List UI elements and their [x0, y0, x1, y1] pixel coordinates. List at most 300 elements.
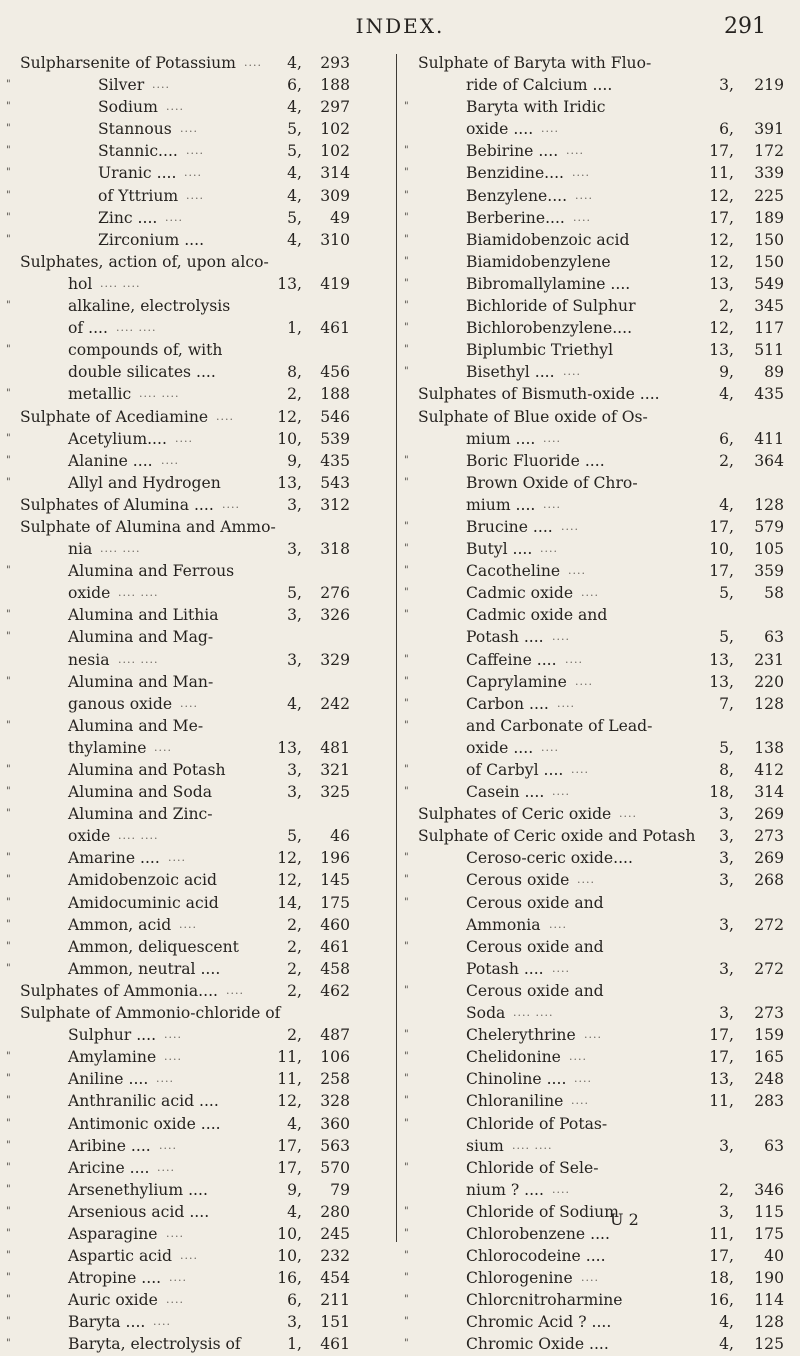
index-entry — [404, 1333, 790, 1355]
entry-term: ride of Calcium .... — [466, 76, 613, 95]
entry-term: Sodium — [98, 98, 158, 117]
leader-dots: .... — [569, 1050, 587, 1064]
entry-term: Amarine .... — [68, 849, 160, 868]
entry-page: 269 — [754, 805, 784, 824]
entry-page: 117 — [754, 319, 784, 338]
entry-page: 345 — [754, 297, 784, 316]
entry-term: Chloride of Sele- — [466, 1158, 599, 1177]
entry-term: Sulphates of Bismuth-oxide .... — [418, 385, 660, 404]
leader-dots: .... — [216, 409, 234, 423]
index-entry — [6, 383, 392, 405]
entry-term: Potash .... — [466, 628, 544, 647]
entry-page: 128 — [754, 1313, 784, 1332]
entry-term: Aribine .... — [68, 1136, 151, 1155]
index-entry — [404, 936, 790, 958]
entry-volume: 13, — [709, 672, 734, 691]
entry-page: 128 — [754, 495, 784, 514]
index-entry — [6, 1113, 392, 1135]
entry-volume: 16, — [277, 1269, 302, 1288]
index-entry — [6, 693, 392, 715]
entry-term: hol — [68, 274, 93, 293]
entry-page: 321 — [320, 761, 350, 779]
index-entry — [404, 693, 790, 715]
index-entry — [6, 74, 392, 96]
entry-volume: 4, — [287, 1114, 302, 1133]
entry-volume: 3, — [287, 1313, 302, 1332]
column-divider — [396, 54, 397, 1242]
leader-dots: .... — [552, 961, 570, 975]
index-entry — [404, 494, 790, 516]
index-entry — [6, 1135, 392, 1157]
leader-dots: .... — [573, 210, 591, 224]
entry-page: 145 — [320, 871, 350, 890]
index-entry — [6, 958, 392, 980]
ditto-mark: " — [404, 764, 409, 775]
entry-term: Sulphate of Blue oxide of Os- — [418, 407, 648, 426]
entry-term: Acetylium.... — [68, 429, 167, 448]
entry-page: 391 — [754, 120, 784, 139]
ditto-mark: " — [404, 300, 409, 312]
entry-term: Carbon .... — [466, 694, 549, 713]
index-entry — [6, 295, 392, 317]
entry-volume: 8, — [287, 363, 302, 382]
entry-term: metallic — [68, 385, 132, 404]
index-entry — [6, 1201, 392, 1223]
entry-page: 114 — [754, 1291, 784, 1310]
ditto-mark: " — [6, 565, 11, 577]
entry-volume: 1, — [287, 1335, 302, 1354]
index-entry — [404, 1201, 790, 1223]
index-entry — [6, 892, 392, 914]
leader-dots: .... — [244, 56, 262, 69]
ditto-mark: " — [404, 675, 409, 687]
leader-dots: .... — [565, 652, 583, 666]
ditto-mark: " — [404, 565, 409, 577]
entry-term: Caprylamine — [466, 672, 567, 691]
index-entry — [404, 538, 790, 560]
index-entry — [404, 980, 790, 1002]
leader-dots: .... — [568, 564, 586, 578]
entry-term: Alumina and Soda — [68, 783, 212, 802]
ditto-mark: " — [6, 675, 11, 687]
leader-dots: .... .... — [116, 321, 157, 335]
entry-term: Berberine.... — [466, 208, 565, 227]
leader-dots: .... — [152, 78, 170, 92]
ditto-mark: " — [6, 609, 11, 621]
ditto-mark: " — [404, 1227, 409, 1239]
leader-dots: .... .... — [512, 1138, 553, 1152]
entry-term: Zirconium .... — [98, 230, 205, 249]
leader-dots: .... — [581, 586, 599, 600]
leader-dots: .... — [561, 519, 579, 533]
entry-term: Sulphates of Ammonia.... — [20, 981, 218, 1000]
ditto-mark: " — [6, 631, 11, 643]
entry-page: 543 — [320, 473, 350, 492]
entry-page: 102 — [320, 142, 350, 161]
entry-page: 314 — [754, 783, 784, 802]
entry-volume: 12, — [709, 319, 734, 338]
ditto-mark: " — [6, 1183, 11, 1195]
entry-volume: 3, — [719, 959, 734, 978]
entry-page: 360 — [320, 1114, 350, 1133]
entry-volume: 4, — [719, 495, 734, 514]
entry-term: compounds of, with — [68, 341, 223, 360]
entry-volume: 10, — [277, 429, 302, 448]
entry-page: 58 — [764, 584, 784, 603]
entry-page: 339 — [754, 164, 784, 183]
leader-dots: .... — [186, 144, 204, 158]
entry-page: 326 — [320, 606, 350, 625]
ditto-mark: " — [6, 344, 11, 356]
leader-dots: .... — [180, 1249, 198, 1263]
entry-term: Sulphates of Ceric oxide — [418, 805, 612, 824]
entry-page: 570 — [320, 1158, 350, 1177]
entry-term: Bebirine .... — [466, 142, 559, 161]
entry-page: 151 — [320, 1313, 350, 1332]
entry-volume: 1, — [287, 319, 302, 338]
leader-dots: .... — [541, 122, 559, 136]
entry-term: Alumina and Lithia — [68, 606, 219, 625]
leader-dots: .... — [552, 785, 570, 799]
leader-dots: .... — [619, 807, 637, 821]
entry-term: Bichloride of Sulphur — [466, 297, 636, 316]
entry-page: 188 — [320, 385, 350, 404]
entry-volume: 2, — [287, 385, 302, 404]
ditto-mark: " — [6, 101, 11, 113]
ditto-mark: " — [404, 697, 409, 709]
entry-volume: 14, — [277, 893, 302, 912]
leader-dots: .... — [168, 851, 186, 865]
index-entry — [404, 383, 790, 405]
index-entry — [404, 317, 790, 339]
entry-term: Chromic Oxide .... — [466, 1335, 609, 1354]
entry-page: 106 — [320, 1048, 350, 1067]
leader-dots: .... .... — [118, 652, 159, 666]
entry-page: 364 — [754, 451, 784, 470]
ditto-mark: " — [404, 189, 409, 201]
entry-page: 89 — [764, 363, 784, 382]
index-entry — [6, 1157, 392, 1179]
entry-term: Alumina and Zinc- — [68, 805, 213, 824]
entry-volume: 3, — [719, 805, 734, 824]
ditto-mark: " — [404, 255, 409, 267]
entry-volume: 2, — [719, 1180, 734, 1199]
index-entry — [6, 450, 392, 472]
entry-page: 458 — [320, 959, 350, 978]
index-entry — [6, 207, 392, 229]
index-entry — [404, 472, 790, 494]
entry-volume: 8, — [719, 761, 734, 779]
ditto-mark: " — [404, 874, 409, 886]
leader-dots: .... — [180, 696, 198, 710]
entry-term: Sulphur .... — [68, 1026, 157, 1045]
entry-page: 269 — [754, 849, 784, 868]
entry-term: Chromic Acid ? .... — [466, 1313, 612, 1332]
entry-page: 346 — [754, 1180, 784, 1199]
ditto-mark: " — [6, 1117, 11, 1129]
entry-term: Ammonia — [466, 915, 541, 934]
entry-volume: 3, — [287, 606, 302, 625]
index-entry — [6, 626, 392, 648]
entry-volume: 5, — [287, 142, 302, 161]
entry-term: Cadmic oxide and — [466, 606, 608, 625]
entry-page: 454 — [320, 1269, 350, 1288]
leader-dots: .... — [186, 188, 204, 202]
entry-term: Baryta .... — [68, 1313, 146, 1332]
entry-page: 462 — [320, 981, 350, 1000]
leader-dots: .... .... — [100, 542, 141, 556]
entry-term: oxide .... — [466, 738, 534, 757]
entry-page: 412 — [754, 761, 784, 779]
entry-term: Chloride of Sodium — [466, 1202, 619, 1221]
entry-page: 312 — [320, 495, 350, 514]
index-entry — [6, 140, 392, 162]
ditto-mark: " — [6, 764, 11, 775]
ditto-mark: " — [6, 874, 11, 886]
entry-term: Ammon, acid — [68, 915, 172, 934]
index-entry — [6, 317, 392, 339]
entry-volume: 13, — [277, 274, 302, 293]
leader-dots: .... — [574, 1072, 592, 1086]
index-entry — [404, 958, 790, 980]
entry-term: Anthranilic acid .... — [68, 1092, 219, 1111]
entry-page: 102 — [320, 120, 350, 139]
entry-page: 128 — [754, 694, 784, 713]
ditto-mark: " — [6, 233, 11, 245]
leader-dots: .... — [166, 1293, 184, 1307]
ditto-mark: " — [6, 962, 11, 974]
ditto-mark: " — [6, 79, 11, 91]
leader-dots: .... — [226, 983, 244, 997]
entry-volume: 3, — [719, 76, 734, 95]
entry-term: Auric oxide — [68, 1291, 158, 1310]
entry-term: Brucine .... — [466, 517, 553, 536]
entry-page: 258 — [320, 1070, 350, 1089]
index-entry — [6, 229, 392, 251]
index-entry — [404, 604, 790, 626]
entry-volume: 4, — [287, 164, 302, 183]
leader-dots: .... — [581, 1271, 599, 1285]
index-entry — [404, 847, 790, 869]
index-entry — [6, 869, 392, 891]
entry-term: Baryta, electrolysis of — [68, 1335, 241, 1354]
ditto-mark: " — [404, 653, 409, 665]
ditto-mark: " — [404, 366, 409, 378]
entry-page: 419 — [320, 274, 350, 293]
entry-term: of Yttrium — [98, 186, 179, 205]
entry-term: Caffeine .... — [466, 650, 557, 669]
entry-page: 220 — [754, 672, 784, 691]
index-entry — [6, 649, 392, 671]
page-title: INDEX. — [355, 14, 445, 38]
index-entry — [6, 737, 392, 759]
index-entry — [6, 671, 392, 693]
entry-term: Sulphate of Acediamine — [20, 407, 209, 426]
index-entry — [404, 582, 790, 604]
entry-term: of .... — [68, 319, 108, 338]
entry-volume: 3, — [719, 871, 734, 890]
entry-page: 579 — [754, 517, 784, 536]
entry-volume: 3, — [719, 849, 734, 868]
entry-page: 232 — [320, 1247, 350, 1266]
leader-dots: .... — [179, 917, 197, 931]
index-entry — [6, 715, 392, 737]
index-entry — [404, 759, 790, 781]
entry-term: and Carbonate of Lead- — [466, 716, 653, 735]
index-entry — [404, 1245, 790, 1267]
leader-dots: .... — [543, 497, 561, 511]
entry-term: Stannous — [98, 120, 172, 139]
leader-dots: .... — [161, 453, 179, 467]
entry-volume: 2, — [719, 451, 734, 470]
leader-dots: .... — [549, 917, 567, 931]
entry-term: Cerous oxide and — [466, 893, 604, 912]
index-entry — [404, 825, 790, 847]
entry-volume: 3, — [287, 650, 302, 669]
entry-page: 159 — [754, 1026, 784, 1045]
entry-volume: 11, — [709, 1092, 734, 1111]
index-entry — [404, 1113, 790, 1135]
ditto-mark: " — [6, 940, 11, 952]
ditto-mark: " — [6, 918, 11, 930]
entry-volume: 13, — [709, 1070, 734, 1089]
entry-term: Sulphate of Baryta with Fluo- — [418, 54, 652, 72]
ditto-mark: " — [404, 609, 409, 621]
index-entry — [6, 1046, 392, 1068]
entry-page: 79 — [330, 1180, 350, 1199]
ditto-mark: " — [404, 454, 409, 466]
index-entry — [404, 626, 790, 648]
index-entry — [6, 472, 392, 494]
entry-term: Chloride of Potas- — [466, 1114, 608, 1133]
index-entry — [6, 185, 392, 207]
entry-volume: 12, — [709, 230, 734, 249]
ditto-mark: " — [404, 940, 409, 952]
entry-term: mium .... — [466, 495, 536, 514]
entry-term: Alanine .... — [68, 451, 153, 470]
index-entry — [6, 1068, 392, 1090]
index-entry — [6, 803, 392, 825]
entry-volume: 5, — [719, 584, 734, 603]
entry-volume: 2, — [287, 915, 302, 934]
entry-term: oxide — [68, 584, 111, 603]
entry-volume: 17, — [709, 1247, 734, 1266]
index-entry — [404, 96, 790, 118]
entry-volume: 11, — [277, 1070, 302, 1089]
entry-term: Bibromallylamine .... — [466, 274, 631, 293]
ditto-mark: " — [6, 896, 11, 908]
leader-dots: .... — [552, 630, 570, 644]
ditto-mark: " — [6, 1250, 11, 1262]
ditto-mark: " — [404, 101, 409, 113]
ditto-mark: " — [6, 167, 11, 179]
entry-page: 150 — [754, 230, 784, 249]
entry-term: of Carbyl .... — [466, 761, 564, 779]
entry-term: Cacotheline — [466, 562, 561, 581]
index-entry — [404, 715, 790, 737]
entry-page: 461 — [320, 937, 350, 956]
entry-page: 268 — [754, 871, 784, 890]
index-entry — [404, 1289, 790, 1311]
entry-term: Sulphate of Ceric oxide and Potash — [418, 827, 696, 846]
leader-dots: .... — [557, 696, 575, 710]
index-entry — [6, 781, 392, 803]
ditto-mark: " — [6, 1051, 11, 1063]
entry-page: 245 — [320, 1224, 350, 1243]
index-entry — [6, 1002, 392, 1024]
leader-dots: .... — [166, 1226, 184, 1240]
leader-dots: .... — [154, 740, 172, 754]
index-entry — [404, 649, 790, 671]
ditto-mark: " — [404, 719, 409, 731]
entry-term: Brown Oxide of Chro- — [466, 473, 638, 492]
entry-page: 150 — [754, 252, 784, 271]
entry-page: 293 — [320, 54, 350, 72]
index-entry — [404, 914, 790, 936]
entry-term: Alumina and Potash — [68, 761, 226, 779]
index-entry — [404, 185, 790, 207]
entry-volume: 4, — [719, 1313, 734, 1332]
entry-volume: 17, — [277, 1136, 302, 1155]
index-entry — [6, 52, 392, 74]
entry-page: 272 — [754, 959, 784, 978]
index-entry — [404, 251, 790, 273]
entry-term: Alumina and Mag- — [68, 628, 214, 647]
entry-volume: 17, — [709, 208, 734, 227]
ditto-mark: " — [404, 1117, 409, 1129]
ditto-mark: " — [404, 1272, 409, 1284]
entry-volume: 5, — [287, 584, 302, 603]
index-entry — [404, 361, 790, 383]
entry-volume: 3, — [287, 495, 302, 514]
leader-dots: .... — [164, 1028, 182, 1042]
entry-volume: 5, — [719, 628, 734, 647]
index-entry — [404, 1068, 790, 1090]
ditto-mark: " — [404, 1073, 409, 1085]
entry-volume: 16, — [709, 1291, 734, 1310]
index-entry — [6, 406, 392, 428]
index-entry — [404, 207, 790, 229]
entry-page: 115 — [754, 1202, 784, 1221]
index-entry — [6, 759, 392, 781]
entry-volume: 10, — [709, 540, 734, 559]
index-entry — [404, 450, 790, 472]
entry-term: Benzylene.... — [466, 186, 568, 205]
index-entry — [6, 1333, 392, 1355]
entry-volume: 7, — [719, 694, 734, 713]
entry-term: Ammon, neutral .... — [68, 959, 221, 978]
leader-dots: .... — [552, 1182, 570, 1196]
entry-term: Silver — [98, 76, 145, 95]
entry-page: 189 — [754, 208, 784, 227]
entry-volume: 9, — [719, 363, 734, 382]
entry-term: Chloraniline — [466, 1092, 564, 1111]
ditto-mark: " — [404, 520, 409, 532]
entry-term: Biplumbic Triethyl — [466, 341, 614, 360]
ditto-mark: " — [6, 786, 11, 798]
entry-page: 172 — [754, 142, 784, 161]
entry-term: ganous oxide — [68, 694, 173, 713]
index-entry — [6, 847, 392, 869]
leader-dots: .... .... — [118, 829, 159, 843]
entry-term: Amidobenzoic acid — [68, 871, 217, 890]
index-entry — [404, 229, 790, 251]
ditto-mark: " — [6, 1316, 11, 1328]
leader-dots: .... — [222, 497, 240, 511]
entry-volume: 3, — [719, 827, 734, 846]
entry-volume: 17, — [709, 1026, 734, 1045]
ditto-mark: " — [404, 896, 409, 908]
